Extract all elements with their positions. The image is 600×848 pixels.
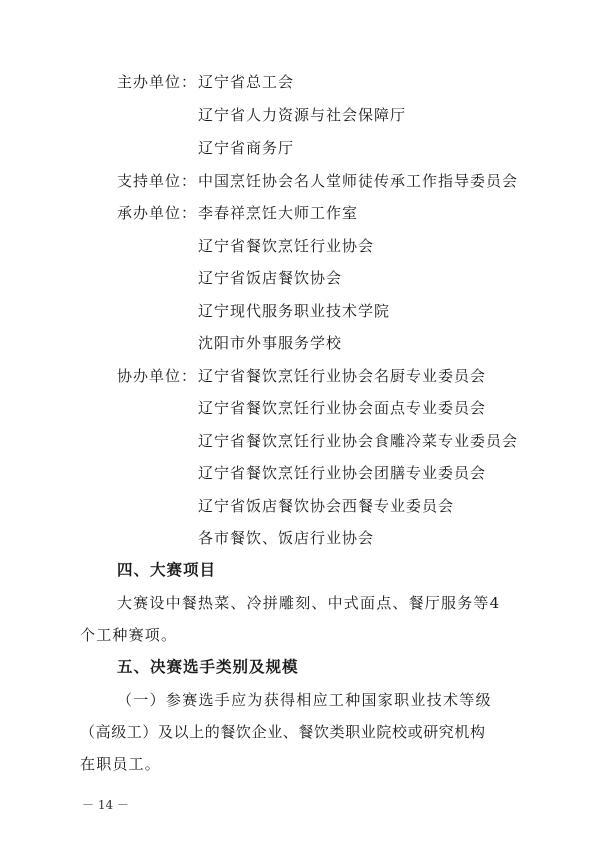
undertake-item: 沈阳市外事服务学校 bbox=[198, 334, 343, 352]
support-item: 中国烹饪协会名人堂师徒传承工作指导委员会 bbox=[198, 172, 519, 190]
host-item: 辽宁省人力资源与社会保障厅 bbox=[198, 106, 407, 124]
host-label: 主办单位： bbox=[117, 73, 198, 91]
co-item: 辽宁省餐饮烹饪行业协会名厨专业委员会 bbox=[198, 367, 487, 385]
undertake-item: 辽宁省饭店餐饮协会 bbox=[198, 269, 343, 287]
paragraph-line: （一）参赛选手应为获得相应工种国家职业技术等级 bbox=[117, 691, 492, 709]
section-heading: 五、决赛选手类别及规模 bbox=[117, 658, 299, 676]
co-item: 辽宁省餐饮烹饪行业协会食雕冷菜专业委员会 bbox=[198, 432, 519, 450]
section-heading: 四、大赛项目 bbox=[117, 561, 217, 579]
paragraph-line: 个工种赛项。 bbox=[80, 626, 178, 644]
undertake-item: 辽宁现代服务职业技术学院 bbox=[198, 302, 391, 320]
host-item: 辽宁省商务厅 bbox=[198, 139, 295, 157]
host-item: 辽宁省总工会 bbox=[198, 73, 295, 91]
co-item: 辽宁省餐饮烹饪行业协会团膳专业委员会 bbox=[198, 464, 487, 482]
paragraph-line: 大赛设中餐热菜、冷拼雕刻、中式面点、餐厅服务等4 bbox=[117, 594, 501, 612]
undertake-label: 承办单位： bbox=[117, 204, 198, 222]
co-item: 辽宁省餐饮烹饪行业协会面点专业委员会 bbox=[198, 399, 487, 417]
paragraph-line: （高级工）及以上的餐饮企业、餐饮类职业院校或研究机构 bbox=[80, 723, 486, 741]
co-item: 辽宁省饭店餐饮协会西餐专业委员会 bbox=[198, 497, 455, 515]
undertake-item: 李春祥烹饪大师工作室 bbox=[198, 204, 359, 222]
co-label: 协办单位： bbox=[117, 367, 198, 385]
page-number: － 14 － bbox=[82, 798, 129, 812]
paragraph-line: 在职员工。 bbox=[80, 755, 162, 773]
support-label: 支持单位： bbox=[117, 172, 198, 190]
undertake-item: 辽宁省餐饮烹饪行业协会 bbox=[198, 237, 375, 255]
co-item: 各市餐饮、饭店行业协会 bbox=[198, 529, 375, 547]
